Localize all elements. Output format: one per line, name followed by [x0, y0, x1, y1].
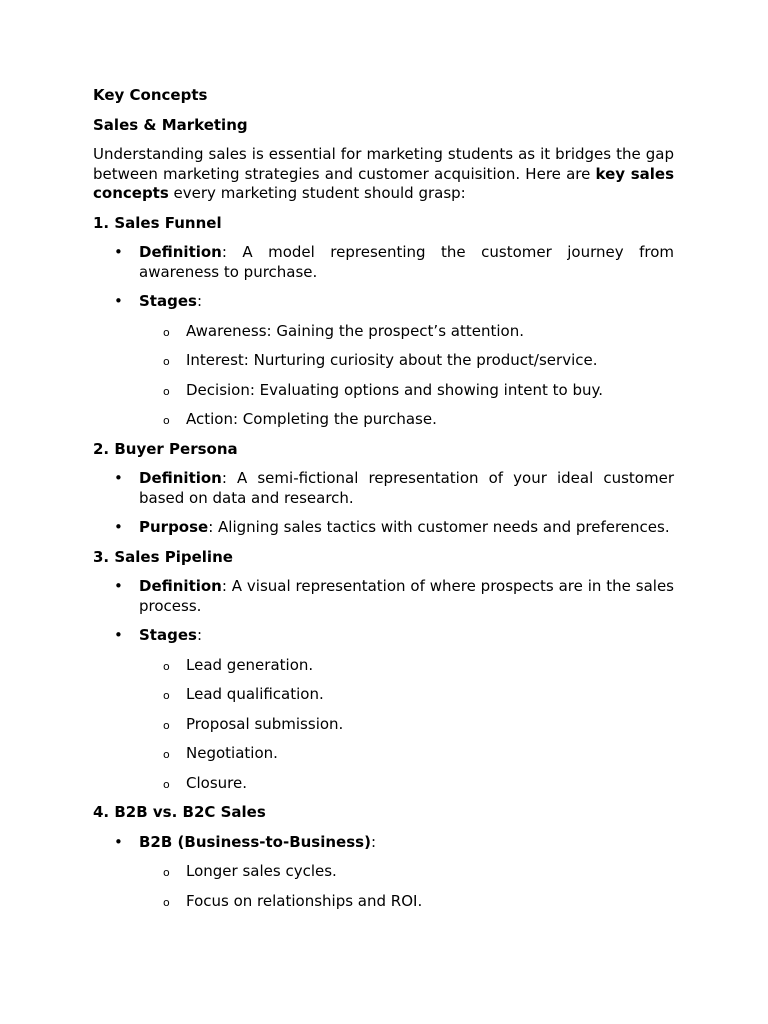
sub-list-item: [93, 715, 674, 735]
document-content: [93, 86, 674, 911]
sub-list-item: [93, 862, 674, 882]
item-text: : Aligning sales tactics with customer needs and preferences.: [208, 518, 670, 536]
circle-bullet-icon: o: [163, 355, 170, 368]
item-text: : A visual representation of where prospects are in the sales process.: [139, 577, 674, 615]
list-item: [93, 833, 674, 853]
bullet-icon: •: [114, 577, 123, 595]
intro-bold-text: key sales concepts: [93, 164, 674, 202]
sub-list-item: [93, 351, 674, 371]
list-item: [93, 518, 674, 538]
sub-item-text: Closure.: [186, 773, 247, 792]
item-label: Definition: [139, 577, 222, 595]
circle-bullet-icon: o: [163, 689, 170, 702]
section-heading-b2b-vs-b2c: 4. B2B vs. B2C Sales: [93, 803, 266, 821]
sub-list-item: [93, 685, 674, 705]
circle-bullet-icon: o: [163, 659, 170, 673]
item-text: : A semi-fictional representation of your ideal customer based on data and research.: [139, 469, 674, 507]
bullet-icon: •: [114, 626, 123, 644]
bullet-icon: •: [114, 832, 123, 851]
bullet-icon: •: [114, 518, 123, 536]
sub-item-text: Lead qualification.: [186, 685, 324, 703]
sub-item-text: Proposal submission.: [186, 714, 344, 733]
item-label: Purpose: [139, 518, 209, 536]
circle-bullet-icon: o: [163, 718, 170, 732]
sub-list-item: [93, 744, 674, 764]
circle-bullet-icon: o: [163, 414, 170, 427]
circle-bullet-icon: o: [163, 748, 170, 761]
item-text: : A model representing the customer journey from awareness to purchase.: [139, 243, 674, 281]
sub-item-text: Interest: Nurturing curiosity about the product/service.: [186, 351, 598, 369]
sub-list-item: [93, 410, 674, 430]
intro-text: Understanding sales is essential for marketing students as it bridges the gap between marketing strategies and customer acquisition. Here are: [93, 145, 674, 183]
list-item: [93, 243, 674, 282]
circle-bullet-icon: o: [163, 325, 170, 339]
list-item: [93, 577, 674, 616]
section-heading-buyer-persona: 2. Buyer Persona: [93, 439, 238, 458]
item-label: Stages: [139, 292, 197, 310]
bullet-icon: •: [114, 243, 123, 261]
section-heading-sales-pipeline: 3. Sales Pipeline: [93, 547, 233, 566]
circle-bullet-icon: o: [163, 866, 170, 879]
sub-item-text: Longer sales cycles.: [186, 862, 337, 880]
sub-item-text: Action: Completing the purchase.: [186, 410, 437, 428]
sub-item-text: Awareness: Gaining the prospect’s attention.: [186, 321, 524, 340]
circle-bullet-icon: o: [163, 895, 170, 909]
sub-list-item: [93, 381, 674, 401]
section-heading-sales-funnel: 1. Sales Funnel: [93, 213, 222, 232]
item-text: :: [196, 292, 202, 310]
sub-item-text: Lead generation.: [186, 655, 314, 674]
page-title: Key Concepts: [93, 86, 208, 104]
item-label: Definition: [139, 469, 222, 487]
bullet-icon: •: [114, 469, 123, 487]
sub-item-text: Negotiation.: [186, 744, 278, 762]
sub-list-item: [93, 774, 674, 794]
circle-bullet-icon: o: [163, 777, 170, 791]
bullet-icon: •: [114, 292, 123, 310]
page-subtitle: Sales & Marketing: [93, 115, 248, 134]
list-item: [93, 292, 674, 312]
circle-bullet-icon: o: [163, 384, 170, 398]
item-text: :: [196, 626, 202, 644]
list-item: [93, 469, 674, 508]
list-item: [93, 626, 674, 646]
item-text: :: [370, 832, 377, 851]
item-label: B2B (Business-to-Business): [139, 832, 371, 851]
intro-paragraph: [93, 145, 674, 204]
item-label: Definition: [139, 243, 222, 261]
item-label: Stages: [139, 626, 197, 644]
intro-text-end: every marketing student should grasp:: [168, 184, 466, 202]
sub-list-item: [93, 892, 674, 912]
sub-list-item: [93, 322, 674, 342]
sub-list-item: [93, 656, 674, 676]
sub-item-text: Focus on relationships and ROI.: [186, 891, 423, 910]
sub-item-text: Decision: Evaluating options and showing intent to buy.: [186, 380, 603, 399]
